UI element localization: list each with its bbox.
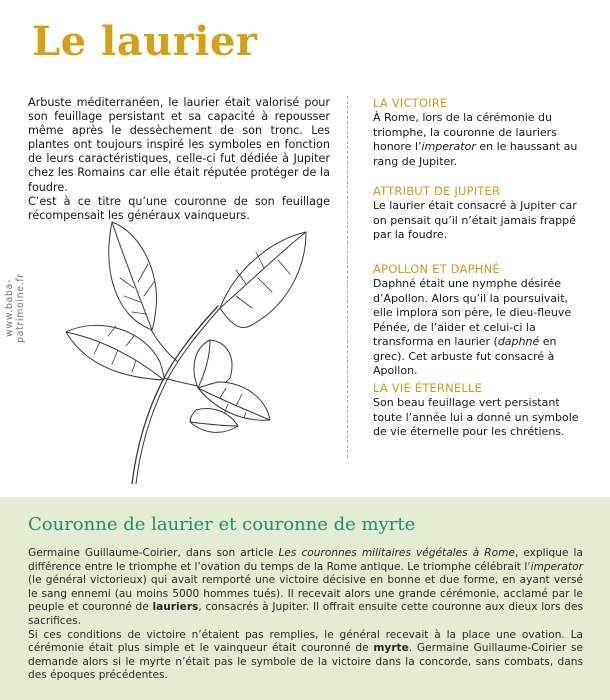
section-victoire: [373, 96, 585, 169]
box-paragraph-2: Si ces conditions de victoire n’étaient pas remplies, le général recevait à la place une ovation. La cérémonie était plus simple et le vainqueur était couronné de myrte. Germaine Guillaume-Coirier se demande alors si le myrte n’était pas le symbole de la victoire dans la concorde, sans combats, dans des époques précédentes.: [28, 628, 583, 682]
intro-paragraph-2: C’est à ce titre qu’une couronne de son feuillage récompensait les généraux vainqueurs.: [28, 194, 330, 222]
column-divider: [347, 96, 348, 458]
website-url: www.baba-patrimoine.fr: [4, 273, 26, 343]
box-paragraph-1: Germaine Guillaume-Coirier, dans son article Les couronnes militaires végétales à Rome, explique la différence entre le triomphe et l’ovation du temps de la Rome antique. Le triomphe célébrait l’imperator (le général victorieux) qui avait remporté une victoire décisive en bonne et due forme, en ayant versé le sang ennemi (au moins 5000 hommes tués). Il recevait alors une grande cérémonie, acclamé par le peuple et couronné de lauriers, consacrés à Jupiter. Il offrait ensuite cette couronne aux dieux lors des sacrifices.: [28, 547, 583, 627]
box-text: [28, 547, 583, 683]
intro-text: [28, 96, 330, 223]
myrte-box: [0, 497, 610, 700]
section-heading: LA VIE ÉTERNELLE: [373, 381, 483, 395]
section-apollon: [373, 262, 585, 379]
section-heading: APOLLON ET DAPHNÉ: [373, 262, 500, 276]
section-heading: LA VICTOIRE: [373, 96, 448, 110]
intro-paragraph-1: Arbuste méditerranéen, le laurier était valorisé pour son feuillage persistant et sa capacité à repousser même après le dessèchement de son tronc. Les plantes ont toujours inspiré les symboles en fonction de leurs caractéristiques, celle-ci fut dédiée à Jupiter chez les Romains car elle était réputée protéger de la foudre.: [28, 96, 330, 194]
page-title: Le laurier: [32, 18, 258, 65]
section-heading: ATTRIBUT DE JUPITER: [373, 184, 501, 198]
laurel-branch-illustration: [60, 212, 310, 484]
section-jupiter: [373, 184, 585, 243]
section-text: À Rome, lors de la cérémonie du triomphe, la couronne de lauriers honore l’imperator en le haussant au rang de Jupiter.: [373, 111, 578, 168]
section-text: Son beau feuillage vert persistant toute l’année lui a donné un symbole de vie éternelle pour les chrétiens.: [373, 396, 579, 438]
section-vie-eternelle: [373, 381, 585, 440]
section-text: Daphné était une nymphe désirée d’Apollon. Alors qu’il la poursuivait, elle implora son père, le dieu-fleuve Pénée, de l’aider et celui-ci la transforma en laurier (daphné en grec). Cet arbuste fut consacré à Apollon.: [373, 277, 572, 377]
box-title: Couronne de laurier et couronne de myrte: [28, 514, 416, 535]
section-text: Le laurier était consacré à Jupiter car on pensait qu’il n’était jamais frappé par la foudre.: [373, 199, 577, 241]
